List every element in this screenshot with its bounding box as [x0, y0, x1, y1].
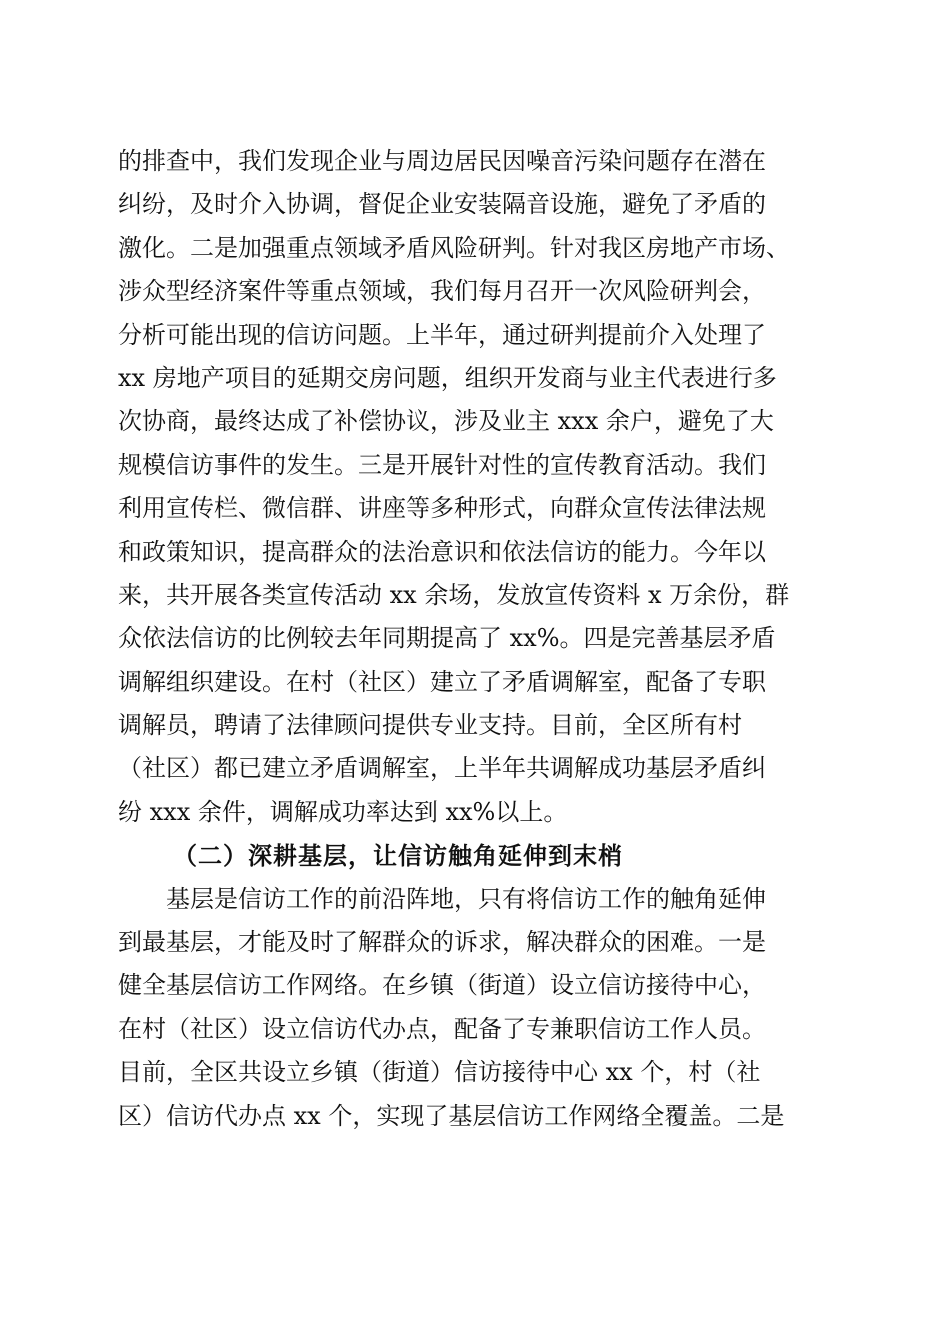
text-line-22: 区）信访代办点 xx 个，实现了基层信访工作网络全覆盖。二是: [118, 1101, 785, 1130]
text-line-20: 在村（社区）设立信访代办点，配备了专兼职信访工作人员。: [118, 1014, 766, 1043]
text-line-2: 纠纷，及时介入协调，督促企业安装隔音设施，避免了矛盾的: [118, 190, 766, 219]
section-heading: （二）深耕基层，让信访触角延伸到末梢: [173, 841, 623, 871]
text-line-13: 调解组织建设。在村（社区）建立了矛盾调解室，配备了专职: [118, 667, 766, 696]
body-text: [118, 140, 838, 1138]
text-line-10: 和政策知识，提高群众的法治意识和依法信访的能力。今年以: [118, 537, 766, 566]
text-line-7: 次协商，最终达成了补偿协议，涉及业主 xxx 余户，避免了大: [118, 407, 774, 436]
text-line-3: 激化。二是加强重点领域矛盾风险研判。针对我区房地产市场、: [118, 233, 790, 262]
text-line-14: 调解员，聘请了法律顾问提供专业支持。目前，全区所有村: [118, 711, 742, 740]
text-line-18: 到最基层，才能及时了解群众的诉求，解决群众的困难。一是: [118, 928, 766, 957]
text-line-5: 分析可能出现的信访问题。上半年，通过研判提前介入处理了: [118, 320, 766, 349]
text-line-1: 的排查中，我们发现企业与周边居民因噪音污染问题存在潜在: [118, 147, 766, 175]
text-line-16: 纷 xxx 余件，调解成功率达到 xx%以上。: [118, 797, 568, 826]
text-line-19: 健全基层信访工作网络。在乡镇（街道）设立信访接待中心，: [118, 971, 766, 1000]
text-line-17: 基层是信访工作的前沿阵地，只有将信访工作的触角延伸: [166, 884, 766, 913]
text-line-4: 涉众型经济案件等重点领域，我们每月召开一次风险研判会，: [118, 277, 766, 306]
text-line-6: xx 房地产项目的延期交房问题，组织开发商与业主代表进行多: [118, 363, 777, 392]
text-line-15: （社区）都已建立矛盾调解室，上半年共调解成功基层矛盾纠: [118, 754, 766, 783]
text-line-12: 众依法信访的比例较去年同期提高了 xx%。四是完善基层矛盾: [118, 624, 776, 653]
text-line-8: 规模信访事件的发生。三是开展针对性的宣传教育活动。我们: [118, 450, 766, 479]
text-line-9: 利用宣传栏、微信群、讲座等多种形式，向群众宣传法律法规: [118, 494, 766, 523]
text-line-11: 来，共开展各类宣传活动 xx 余场，发放宣传资料 x 万余份，群: [118, 580, 790, 609]
text-line-21: 目前，全区共设立乡镇（街道）信访接待中心 xx 个，村（社: [118, 1058, 761, 1087]
